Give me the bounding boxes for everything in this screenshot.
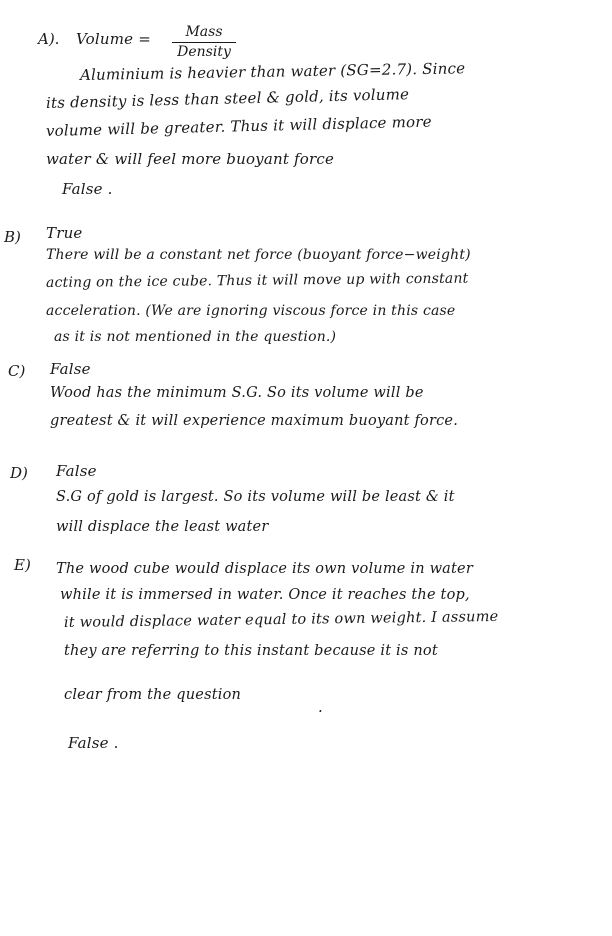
stray-mark: . [318, 698, 323, 716]
section-e-line-2: while it is immersed in water. Once it reaches the top, [60, 587, 470, 603]
section-e-line-1: The wood cube would displace its own volume in water [56, 561, 473, 577]
section-b-line-2: acting on the ice cube. Thus it will move up with constant [45, 270, 469, 291]
section-a-line-1: Aluminium is heavier than water (SG=2.7). Since [79, 59, 466, 84]
section-d-line-2: will displace the least water [56, 519, 269, 535]
section-e-label: E) [14, 556, 31, 574]
section-d-label: D) [10, 464, 28, 482]
section-d-line-1: S.G of gold is largest. So its volume will be least & it [56, 489, 455, 505]
volume-formula-lhs: Volume = [76, 30, 151, 48]
section-a-answer: False . [62, 180, 113, 198]
section-b-line-4: as it is not mentioned in the question.) [54, 329, 337, 345]
section-c-label: C) [8, 362, 26, 380]
section-b-label: B) [4, 228, 21, 246]
section-c-answer: False [50, 360, 91, 378]
section-a-line-2: its density is less than steel & gold, its volume [45, 85, 410, 112]
section-e-line-5: clear from the question [64, 687, 242, 703]
mass-over-density-fraction [172, 24, 236, 61]
section-e-line-4: they are referring to this instant because it is not [64, 643, 438, 659]
section-a-line-3: volume will be greater. Thus it will displace more [45, 112, 432, 140]
section-e-line-3: it would displace water equal to its own weight. I assume [63, 608, 499, 631]
section-a-line-4: water & will feel more buoyant force [46, 150, 335, 168]
section-b-line-3: acceleration. (We are ignoring viscous force in this case [46, 303, 456, 319]
section-b-answer: True [46, 224, 83, 242]
section-d-answer: False [56, 462, 97, 480]
section-b-line-1: There will be a constant net force (buoyant force−weight) [46, 247, 471, 263]
section-c-line-1: Wood has the minimum S.G. So its volume will be [50, 385, 424, 401]
section-c-line-2: greatest & it will experience maximum buoyant force. [50, 413, 459, 429]
section-a-label: A). [38, 30, 60, 48]
fraction-denominator: Density [177, 44, 231, 60]
section-e-answer: False . [68, 734, 119, 752]
fraction-numerator: Mass [172, 24, 236, 43]
